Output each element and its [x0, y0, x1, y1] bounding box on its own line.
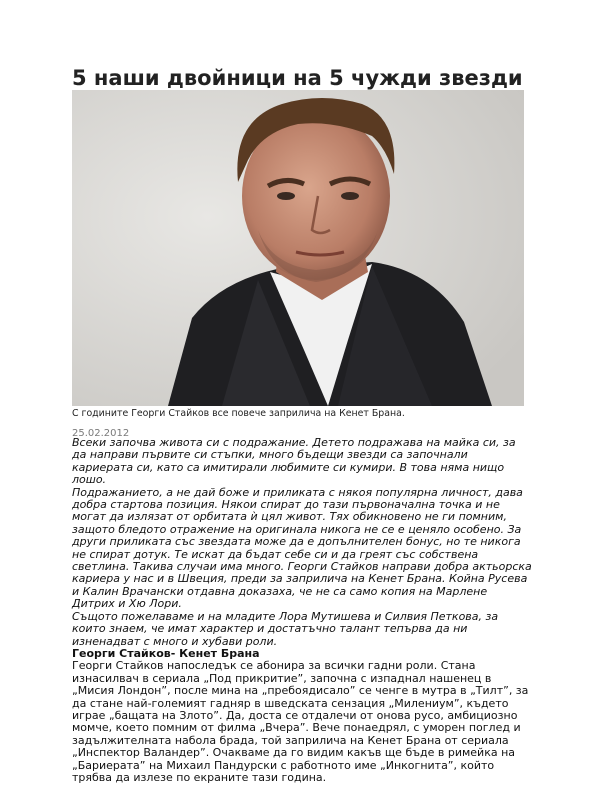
intro-paragraph: Всеки започва живота си с подражание. Детето подражава на майка си, за да направи първите си стъпки, много бъдещи звезди са започнали кариерата си, като са имитирали любимите си кумири. В това няма нищо лошо. [72, 436, 516, 487]
intro-paragraph: Същото пожелаваме и на младите Лора Мутишева и Силвия Петкова, за които знаем, че имат характер и достатъчно талант тепърва да ни изненадват с много и хубави роли. [72, 609, 499, 648]
article-photo [72, 90, 524, 406]
article-text [72, 437, 532, 784]
body-paragraph: Георги Стайков напоследък се абонира за всички гадни роли. Стана изнасилвач в сериала „Под прикритие”, започна с изпаднал нашенец в „Мисия Лондон”, после мина на „пребоядисало” се ченге в мутра в „Тилт”, за да стане най-големият гадняр в шведската сензация „Милениум”, където играе „бащата на Злото”. Да, доста се отдалечи от онова русо, амбициозно момче, което помним от филма „Вчера”. Вече понаедрял, с уморен поглед и задължителната набола брада, той заприлича на Кенет Брана от сериала „Инспектор Валандер”. Очакваме да го видим какъв ще бъде в римейка на „Бариерата” на Михаил Пандурски с работното име „Инкогнита”, който трябва да излезе по екраните тази година. [72, 659, 529, 784]
publish-date: 25.02.2012 [72, 428, 130, 439]
section-heading: Георги Стайков- Кенет Брана [72, 646, 260, 660]
photo-caption: С годините Георги Стайков все повече заприлича на Кенет Брана. [72, 408, 405, 419]
article-title: 5 наши двойници на 5 чужди звезди [72, 66, 523, 90]
intro-paragraph: Подражанието, а не дай боже и приликата с някоя популярна личност, дава добра стартова позиция. Някои спират до тази първоначална точка и не могат да излязат от орбитата ѝ цял живот. Тях обикновено не ги помним, защото бледото отражение на оригинала никога не се е ценяло особено. За други приликата със звездата може да е допълнителен бонус, но те никога не спират дотук. Те искат да бъдат себе си и да греят със собствена светлина. Такива случаи има много. Георги Стайков направи добра актьорска кариера у нас и в Швеция, преди за заприлича на Кенет Брана. Койна Русева и Калин Врачански отдавна доказаха, че не са само копия на Марлене Дитрих и Хю Лори. [72, 485, 532, 611]
portrait-illustration [72, 90, 524, 406]
